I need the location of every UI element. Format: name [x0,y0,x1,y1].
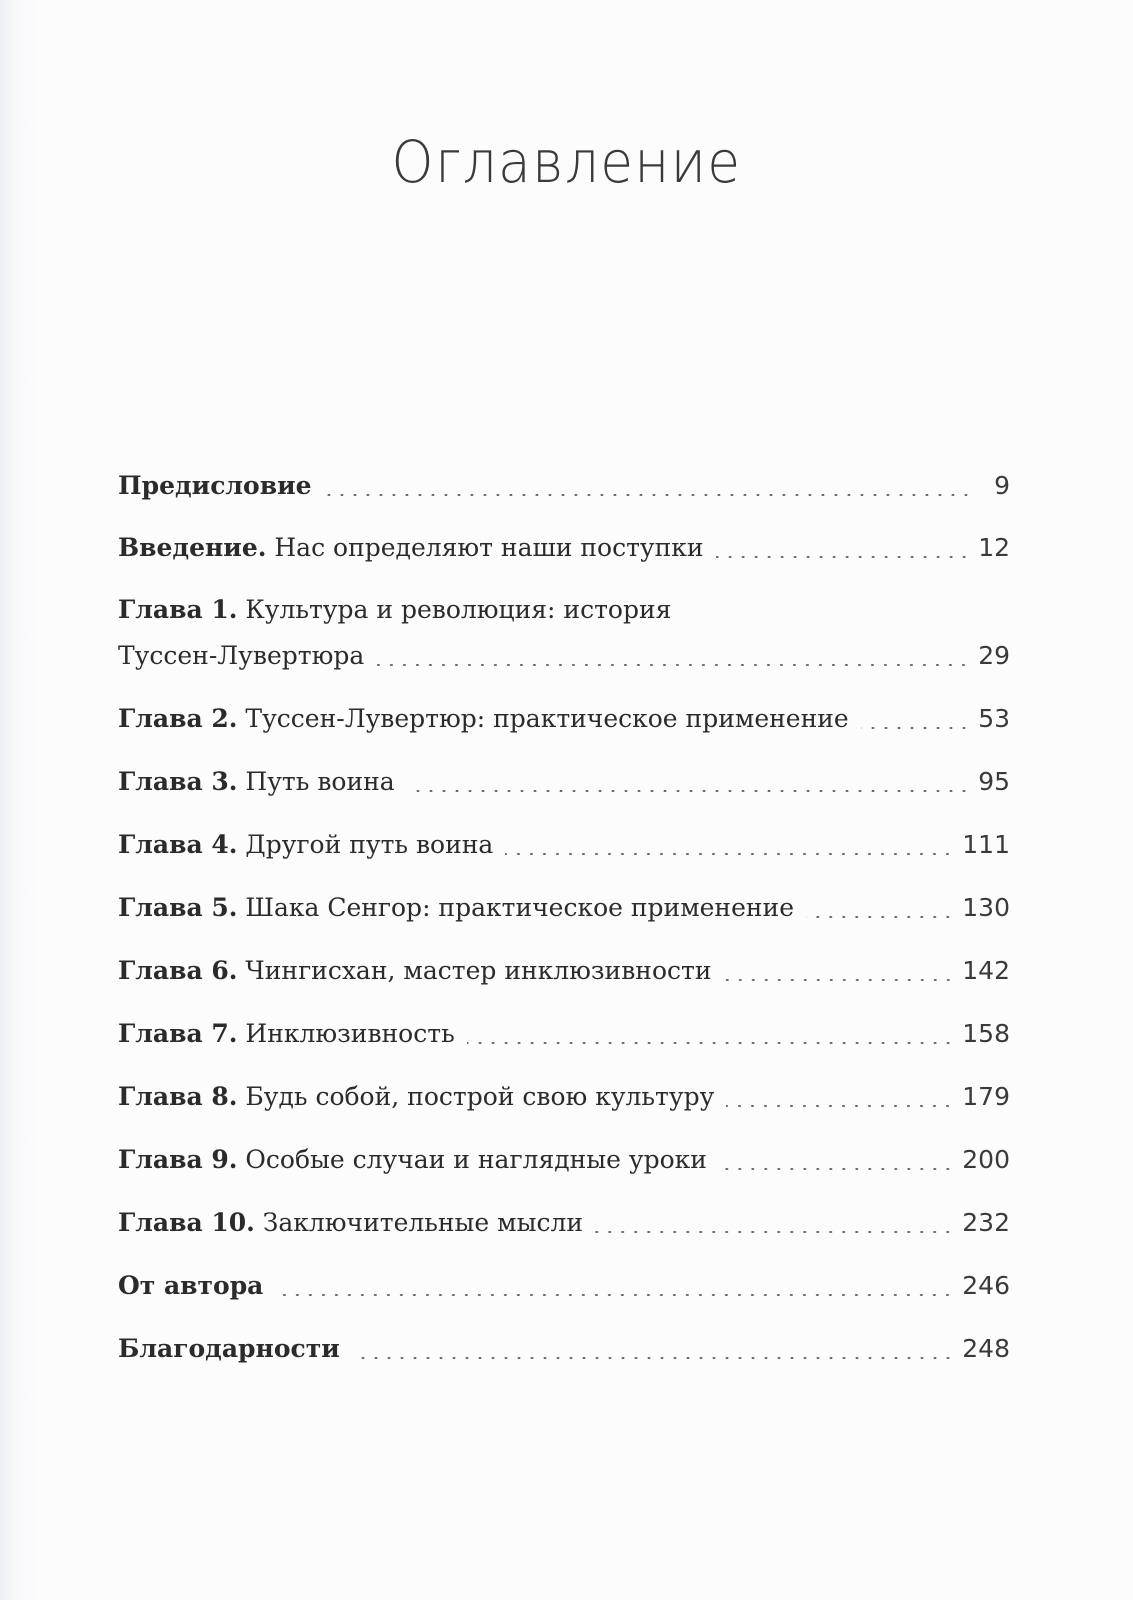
toc-entry-label-bold: Глава 5. [118,893,238,922]
toc-entry-page: 53 [978,704,1010,733]
toc-entry-page: 9 [994,471,1010,500]
toc-entry-chapter-7[interactable] [118,1014,1010,1054]
leader-dots [595,1231,954,1233]
toc-entry-label-rest: Инклюзивность [237,1019,455,1048]
toc-entry-label-rest: Путь воина [237,767,395,796]
toc-entry-chapter-1[interactable] [118,636,1010,676]
toc-entry-label-rest: Другой путь воина [237,830,494,859]
toc-entry-chapter-1-line-1[interactable] [118,590,671,630]
toc-entry-label-cont: Туссен-Лувертюра [118,641,365,670]
leader-dots [861,727,970,729]
leader-dots [806,916,954,918]
leader-dots [726,1105,954,1107]
toc-entry-label: От автора [118,1271,264,1300]
toc-entry-label-bold: Введение. [118,533,267,562]
toc-entry-acknowledgements[interactable] [118,1329,1010,1369]
leader-dots [467,1042,955,1044]
toc-entry-label-bold: Глава 10. [118,1208,255,1237]
toc-entry-label-bold: Глава 9. [118,1145,238,1174]
toc-entry-from-author[interactable] [118,1266,1010,1306]
toc-entry-label-bold: Глава 1. [118,595,238,624]
leader-dots [352,1357,955,1359]
leader-dots [407,790,971,792]
toc-entry-label [118,699,849,739]
leader-dots [719,1168,954,1170]
toc-entry-label-rest: Особые случаи и наглядные уроки [237,1145,707,1174]
toc-entry-page: 111 [962,830,1010,859]
toc-entry-label [118,1203,583,1243]
toc-entry-page: 158 [962,1019,1010,1048]
toc-entry-chapter-2[interactable] [118,699,1010,739]
toc-entry-chapter-3[interactable] [118,762,1010,802]
toc-entry-chapter-5[interactable] [118,888,1010,928]
toc-entry-page: 179 [962,1082,1010,1111]
toc-entry-page: 142 [962,956,1010,985]
toc-entry-label: Благодарности [118,1334,340,1363]
toc-entry-label-rest: Чингисхан, мастер инклюзивности [237,956,712,985]
toc-entry-label: Предисловие [118,471,312,500]
leader-dots [275,1294,954,1296]
toc-entry-chapter-6[interactable] [118,951,1010,991]
toc-entry-label-rest: Будь собой, построй свою культуру [237,1082,715,1111]
leader-dots [505,853,954,855]
toc-entry-label-bold: Глава 7. [118,1019,238,1048]
toc-entry-label [118,951,712,991]
leader-dots [376,664,970,666]
toc-entry-page: 95 [978,767,1010,796]
toc-entry-label-bold: Глава 2. [118,704,238,733]
toc-entry-label [118,1014,455,1054]
toc-entry-label-bold: Глава 3. [118,767,238,796]
toc-entry-page: 130 [962,893,1010,922]
leader-dots [724,979,955,981]
toc-entry-page: 200 [962,1145,1010,1174]
toc-entry-introduction[interactable] [118,528,1010,568]
toc-entry-page: 246 [962,1271,1010,1300]
toc-entry-chapter-9[interactable] [118,1140,1010,1180]
toc-entry-chapter-4[interactable] [118,825,1010,865]
toc-entry-page: 248 [962,1334,1010,1363]
toc-entry-label-bold: Глава 8. [118,1082,238,1111]
toc-entry-label [118,888,794,928]
toc-entry-label-rest: Туссен-Лувертюр: практическое применение [237,704,849,733]
toc-entry-page: 29 [978,641,1010,670]
toc-entry-label [118,825,493,865]
toc-entry-page: 232 [962,1208,1010,1237]
page-title: Оглавление [391,128,742,196]
toc-entry-label [118,528,704,568]
toc-entry-label-bold: Глава 6. [118,956,238,985]
toc-entry-label-rest: Нас определяют наши поступки [266,533,704,562]
toc-entry-label-rest: Заключительные мысли [254,1208,584,1237]
toc-entry-page: 12 [978,533,1010,562]
toc-entry-chapter-8[interactable] [118,1077,1010,1117]
toc-entry-chapter-10[interactable] [118,1203,1010,1243]
toc-entry-label-bold: Глава 4. [118,830,238,859]
toc-entry-label [118,762,395,802]
toc-entry-label-rest: Культура и революция: история [237,595,672,624]
toc-entry-preface[interactable] [118,466,1010,506]
toc-entry-label [118,1140,707,1180]
toc-entry-label-rest: Шака Сенгор: практическое применение [237,893,795,922]
leader-dots [324,494,972,496]
leader-dots [716,556,971,558]
toc-entry-label [118,1077,714,1117]
